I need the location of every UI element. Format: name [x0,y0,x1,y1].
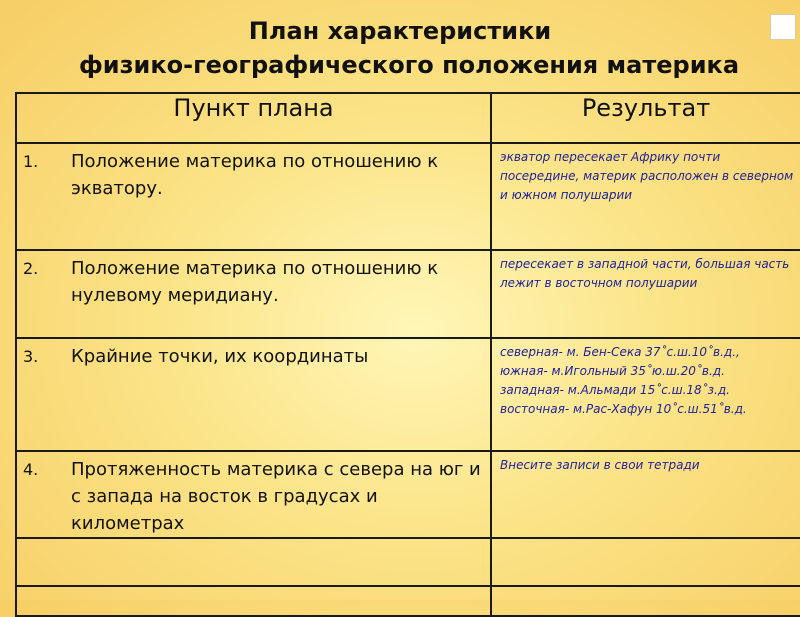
table-row-empty [16,538,800,586]
extreme-point-north: северная- м. Бен-Сека 37˚с.ш.10˚в.д., [500,345,740,359]
plan-table [15,92,800,617]
plan-cell-empty [16,586,491,616]
extreme-point-east: восточная- м.Рас-Хафун 10˚с.ш.51˚в.д. [500,402,747,416]
plan-text: Протяженность материка с севера на юг и с запада на восток в градусах и километрах [71,459,481,534]
result-text: экватор пересекает Африку почти посередине, материк расположен в северном и южном полушарии [500,150,794,202]
extreme-point-south: южная- м.Игольный 35˚ю.ш.20˚в.д. [500,364,725,378]
table-row [16,338,800,451]
plan-text: Положение материка по отношению к нулевому меридиану. [71,258,439,306]
table-row [16,451,800,538]
result-cell [491,451,800,538]
row-number: 4. [23,460,39,479]
header-plan-item: Пункт плана [16,93,491,143]
page-title [0,14,800,82]
plan-cell [16,250,491,338]
row-number: 3. [23,347,39,366]
result-cell-empty [491,538,800,586]
plan-cell [16,338,491,451]
row-number: 2. [23,259,39,278]
title-line-2: физико-географического положения материка [78,51,740,79]
result-text: Внесите записи в свои тетради [500,458,700,472]
header-result: Результат [491,93,800,143]
table-header-row [16,93,800,143]
table-row-empty [16,586,800,616]
table-row [16,250,800,338]
plan-text: Положение материка по отношению к экватору. [71,151,439,199]
result-cell-empty [491,586,800,616]
result-cell [491,143,800,250]
plan-text: Крайние точки, их координаты [71,346,369,367]
title-line-1: План характеристики [248,17,552,45]
row-number: 1. [23,152,39,171]
result-text: пересекает в западной части, большая часть лежит в восточном полушарии [500,257,790,290]
plan-cell [16,143,491,250]
plan-cell-empty [16,538,491,586]
table-row [16,143,800,250]
extreme-point-west: западная- м.Альмади 15˚с.ш.18˚з.д. [500,383,730,397]
result-cell [491,338,800,451]
plan-cell [16,451,491,538]
result-cell [491,250,800,338]
